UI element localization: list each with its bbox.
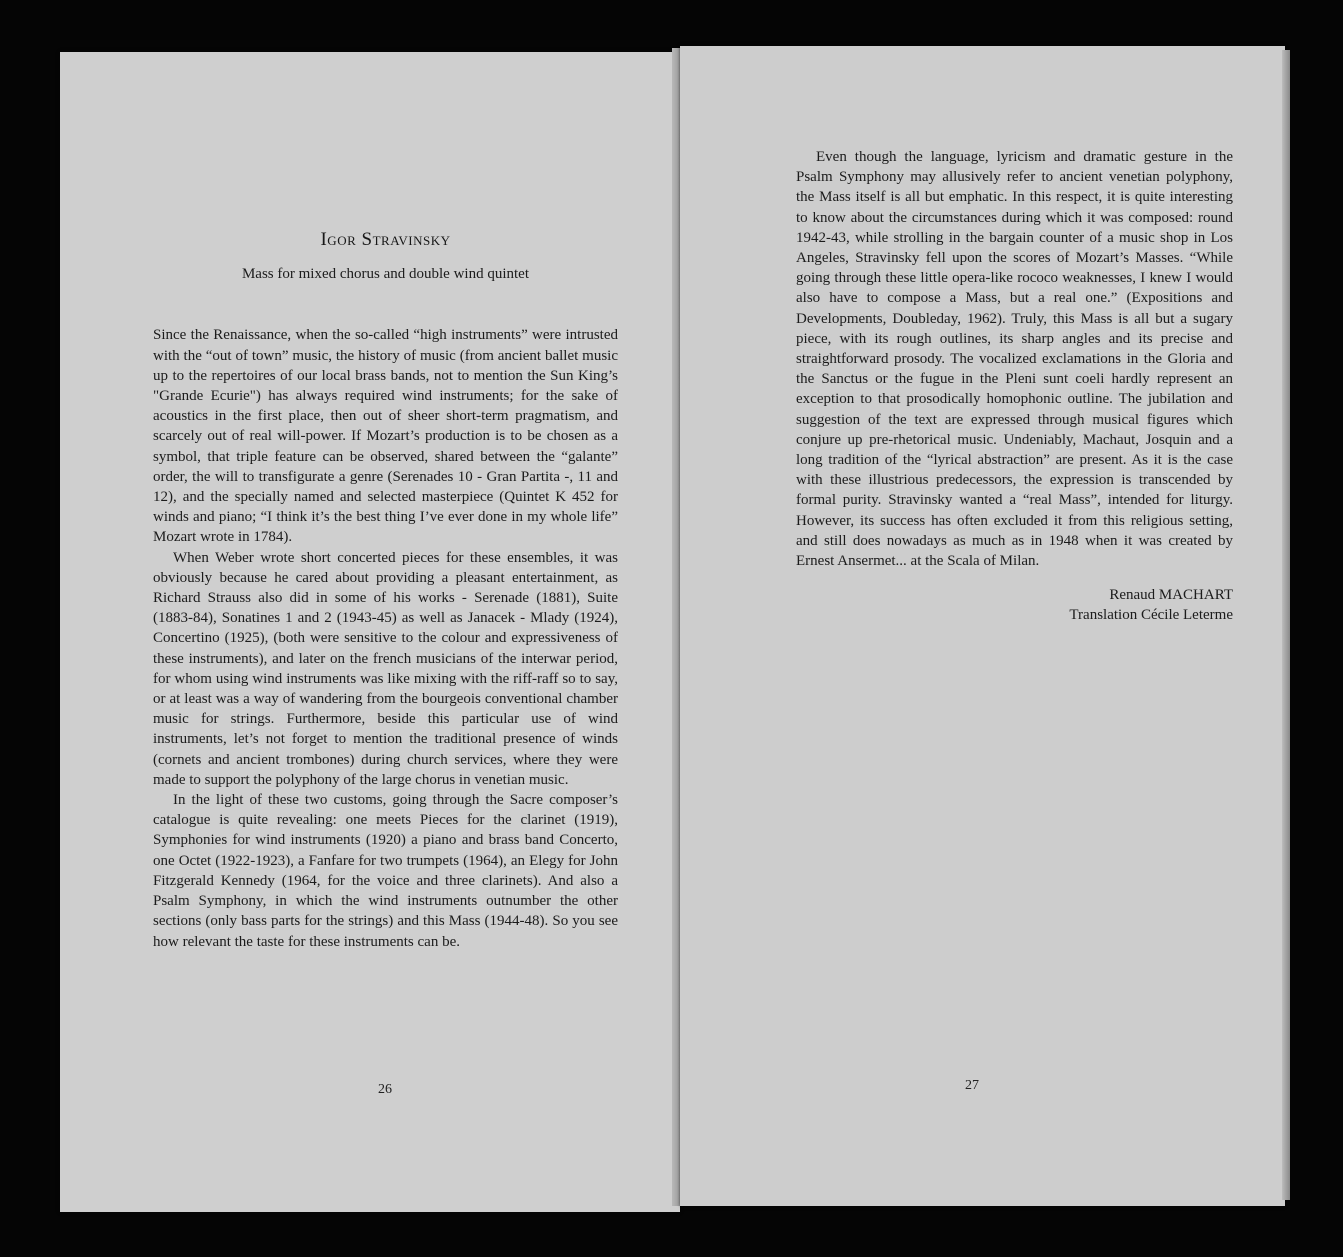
paragraph-1: Since the Renaissance, when the so-called “high instruments” were intrusted with the “out of town” music, the history of music (from ancient ballet music up to the repertoires of our local brass bands, not to mention the Sun King’s "Grande Ecurie") has always required wind instruments; for the sake of acoustics in the first place, then out of sheer short-term pragmatism, and scarcely out of real will-power. If Mozart’s production is to be chosen as a symbol, that triple feature can be observed, shared between the “galante” order, the will to transfigurate a genre (Serenades 10 - Gran Partita -, 11 and 12), and the specially named and selected masterpiece (Quintet K 452 for winds and piano; “I think it’s the best thing I’ve ever done in my whole life” Mozart wrote in 1784). <box>153 327 618 546</box>
paragraph-right: Even though the language, lyricism and dramatic gesture in the Psalm Symphony may allusively refer to ancient venetian polyphony, the Mass itself is all but emphatic. In this respect, it is quite interesting to know about the circumstances during which it was composed: round 1942-43, while strolling in the bargain counter of a music shop in Los Angeles, Stravinsky fell upon the scores of Mozart’s Masses. “While going through these little opera-like rococo weaknesses, I knew I would also have to compose a Mass, but a real one.” (Expositions and Developments, Doubleday, 1962). Truly, this Mass is all but a sugary piece, with its rough outlines, its sharp angles and its precise and straightforward prosody. The vocalized exclamations in the Gloria and the Sanctus or the fugue in the Pleni sunt coeli hardly represent an exception to that prosodically homophonic outline. The jubilation and suggestion of the text are expressed through musical figures which conjure up pre-rhetorical music. Undeniably, Machaut, Josquin and a long tradition of the “lyrical abstraction” are present. As it is the case with these illustrious predecessors, the expression is transcended by formal purity. Stravinsky wanted a “real Mass”, intended for liturgy. However, its success has often excluded it from this religious setting, and still does nowadays as much as in 1948 when it was created by Ernest Ansermet... at the Scala of Milan. <box>796 149 1233 570</box>
paragraph-3: In the light of these two customs, going through the Sacre composer’s catalogue is quite revealing: one meets Pieces for the clarinet (1919), Symphonies for wind instruments (1920) a piano and brass band Concerto, one Octet (1922-1923), a Fanfare for two trumpets (1964), an Elegy for John Fitzgerald Kennedy (1964, for the voice and three clarinets). And also a Psalm Symphony, in which the wind instruments outnumber the other sections (only bass parts for the strings) and this Mass (1944-48). So you see how relevant the taste for these instruments can be. <box>153 792 618 950</box>
page-subtitle: Mass for mixed chorus and double wind quintet <box>241 266 530 283</box>
left-page-content <box>153 214 618 952</box>
right-page <box>680 46 1285 1206</box>
page-number-left: 26 <box>378 1082 392 1097</box>
article-body-left <box>153 325 618 951</box>
right-page-content <box>796 147 1233 626</box>
author-signature: Renaud MACHART <box>1109 587 1233 604</box>
left-page <box>60 52 680 1212</box>
translation-credit: Translation Cécile Leterme <box>1069 607 1233 624</box>
booklet-spread <box>52 42 1292 1207</box>
paragraph-2: When Weber wrote short concerted pieces for these ensembles, it was obviously because he cared about providing a pleasant entertainment, as Richard Strauss also did in some of his works - Serenade (1881), Suite (1883-84), Sonatines 1 and 2 (1943-45) as well as Janacek - Mlady (1924), Concertino (1925), (both were sensitive to the colour and expressiveness of these instruments), and later on the french musicians of the interwar period, for whom using wind instruments was like mixing with the riff-raff so to say, or at least was a way of wandering from the bourgeois conventional chamber music for strings. Furthermore, beside this particular use of wind instruments, let’s not forget to mention the traditional presence of winds (cornets and ancient trombones) during church services, where they were made to support the polyphony of the large chorus in venetian music. <box>153 549 618 788</box>
page-edge <box>1282 50 1290 1200</box>
page-title: Igor Stravinsky <box>320 229 451 250</box>
page-number-right: 27 <box>965 1078 979 1093</box>
